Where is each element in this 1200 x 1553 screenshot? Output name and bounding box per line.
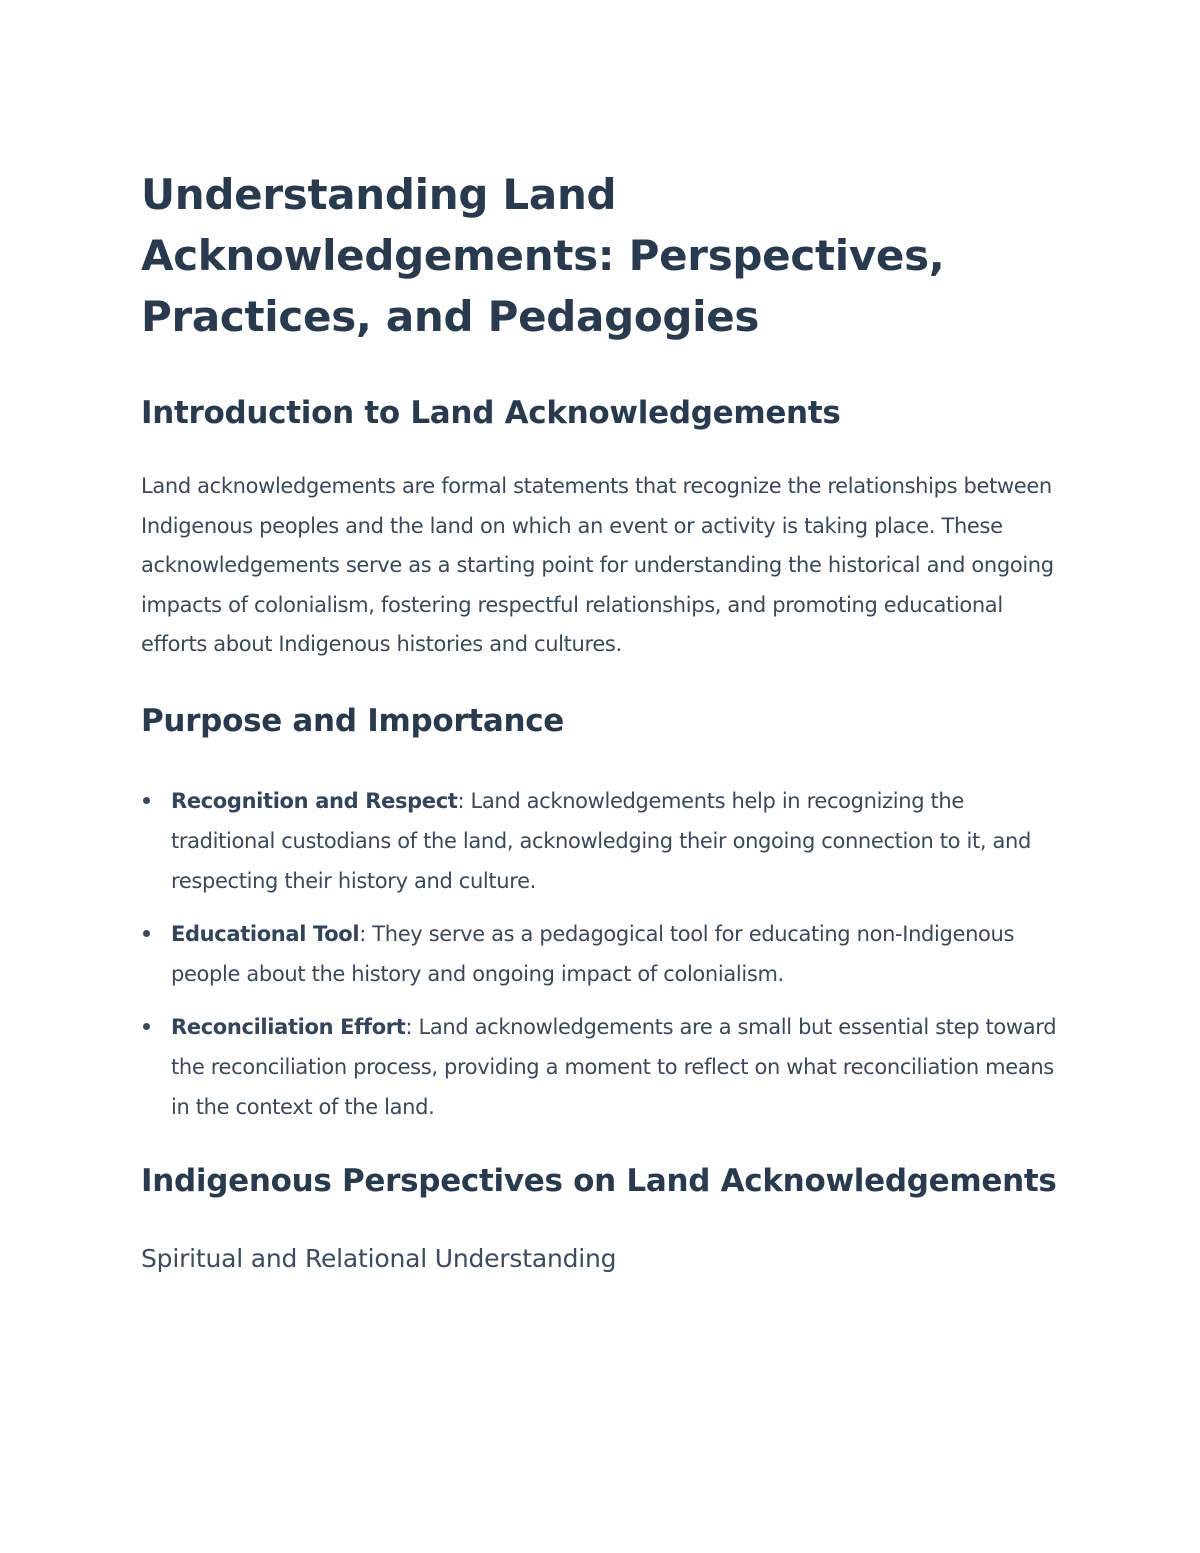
document-page [141, 164, 1071, 1277]
document-title: Understanding Land Acknowledgements: Perspectives, Practices, and Pedagogies [141, 170, 945, 341]
section-heading-purpose: Purpose and Importance [141, 702, 565, 739]
purpose-list [141, 781, 1071, 1127]
list-item-term: Reconciliation Effort [171, 1014, 406, 1039]
list-item-text: : They serve as a pedagogical tool for educating non-Indigenous people about the history and ongoing impact of colonialism. [171, 921, 1015, 986]
bullet-icon [143, 797, 150, 804]
subsection-heading-spiritual: Spiritual and Relational Understanding [141, 1243, 617, 1273]
list-item [141, 781, 1071, 901]
section-heading-indigenous-perspectives: Indigenous Perspectives on Land Acknowledgements [141, 1162, 1057, 1199]
list-item [141, 914, 1071, 994]
list-item [141, 1007, 1071, 1127]
bullet-icon [143, 930, 150, 937]
list-item-text: : Land acknowledgements are a small but essential step toward the reconciliation process, providing a moment to reflect on what reconciliation means in the context of the land. [171, 1014, 1057, 1119]
list-item-term: Recognition and Respect [171, 788, 458, 813]
bullet-icon [143, 1023, 150, 1030]
list-item-term: Educational Tool [171, 921, 360, 946]
introduction-paragraph: Land acknowledgements are formal statements that recognize the relationships between Indigenous peoples and the land on which an event or activity is taking place. These acknowledgements serve as a starting point for understanding the historical and ongoing impacts of colonialism, fostering respectful relationships, and promoting educational efforts about Indigenous histories and cultures. [141, 474, 1054, 657]
section-heading-introduction: Introduction to Land Acknowledgements [141, 395, 841, 431]
list-item-text: : Land acknowledgements help in recognizing the traditional custodians of the land, acknowledging their ongoing connection to it, and respecting their history and culture. [171, 788, 1031, 893]
